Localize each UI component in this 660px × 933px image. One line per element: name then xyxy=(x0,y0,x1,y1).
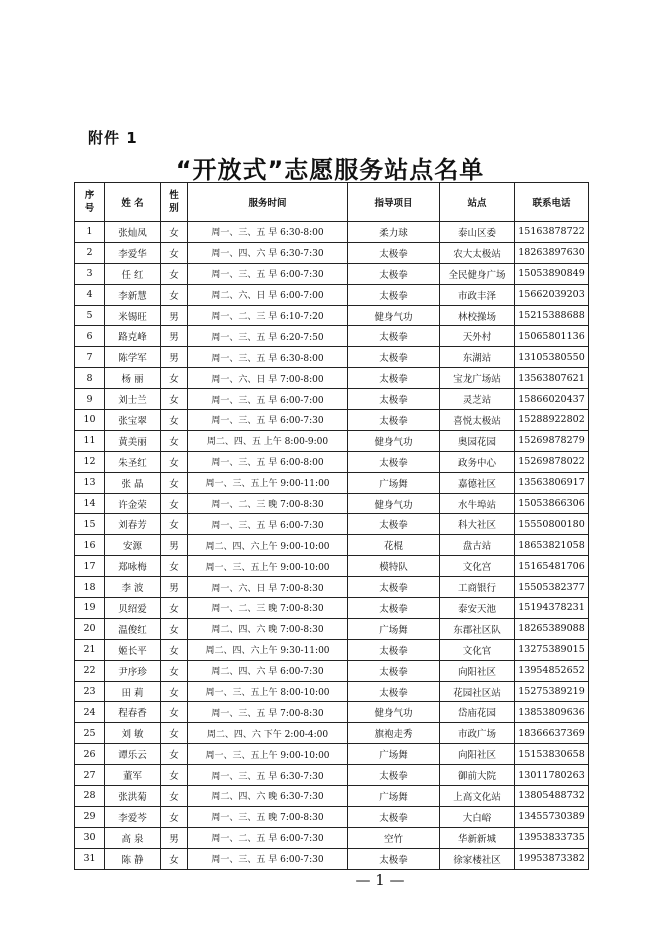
table-row xyxy=(75,723,589,744)
volunteer-name-cell: 陈 静 xyxy=(105,848,161,869)
header-phone: 联系电话 xyxy=(515,183,589,222)
table-row xyxy=(75,472,589,493)
phone-number-cell: 15269878279 xyxy=(515,430,589,451)
table-row xyxy=(75,242,589,263)
site-cell: 宝龙广场站 xyxy=(440,368,515,389)
site-cell: 政务中心 xyxy=(440,451,515,472)
header-time: 服务时间 xyxy=(188,183,348,222)
guidance-project-cell: 广场舞 xyxy=(348,786,440,807)
table-row xyxy=(75,827,589,848)
guidance-project-cell: 健身气功 xyxy=(348,305,440,326)
volunteer-name-cell: 安源 xyxy=(105,535,161,556)
volunteer-name-cell: 李爱华 xyxy=(105,242,161,263)
guidance-project-cell: 太极拳 xyxy=(348,451,440,472)
site-cell: 泰山区委 xyxy=(440,222,515,243)
page-number: — 1 — xyxy=(355,871,405,889)
guidance-project-cell: 太极拳 xyxy=(348,681,440,702)
phone-number-cell: 15053866306 xyxy=(515,493,589,514)
row-no-cell: 16 xyxy=(75,535,105,556)
site-cell: 上高文化站 xyxy=(440,786,515,807)
table-row xyxy=(75,326,589,347)
gender-cell: 女 xyxy=(161,556,188,577)
header-no: 序 号 xyxy=(75,183,105,222)
row-no-cell: 21 xyxy=(75,639,105,660)
phone-number-cell: 18366637369 xyxy=(515,723,589,744)
guidance-project-cell: 太极拳 xyxy=(348,598,440,619)
table-row xyxy=(75,368,589,389)
site-cell: 向阳社区 xyxy=(440,660,515,681)
guidance-project-cell: 太极拳 xyxy=(348,242,440,263)
phone-number-cell: 15662039203 xyxy=(515,284,589,305)
volunteer-name-cell: 路克峰 xyxy=(105,326,161,347)
phone-number-cell: 15269878022 xyxy=(515,451,589,472)
site-cell: 盘古站 xyxy=(440,535,515,556)
phone-number-cell: 13853809636 xyxy=(515,702,589,723)
header-name: 姓 名 xyxy=(105,183,161,222)
volunteer-name-cell: 黄美丽 xyxy=(105,430,161,451)
site-cell: 农大太极站 xyxy=(440,242,515,263)
table-body xyxy=(75,222,589,870)
volunteer-name-cell: 董军 xyxy=(105,765,161,786)
table-row xyxy=(75,514,589,535)
table-row xyxy=(75,410,589,431)
row-no-cell: 31 xyxy=(75,848,105,869)
gender-cell: 女 xyxy=(161,639,188,660)
gender-cell: 女 xyxy=(161,242,188,263)
site-cell: 嘉德社区 xyxy=(440,472,515,493)
service-time-cell: 周一、三、五 早 6:30-8:00 xyxy=(188,222,348,243)
gender-cell: 女 xyxy=(161,618,188,639)
guidance-project-cell: 太极拳 xyxy=(348,765,440,786)
site-cell: 东郡社区队 xyxy=(440,618,515,639)
table-row xyxy=(75,806,589,827)
volunteer-name-cell: 高 泉 xyxy=(105,827,161,848)
table-row xyxy=(75,222,589,243)
row-no-cell: 15 xyxy=(75,514,105,535)
row-no-cell: 8 xyxy=(75,368,105,389)
service-time-cell: 周一、六、日 早 7:00-8:00 xyxy=(188,368,348,389)
phone-number-cell: 15194378231 xyxy=(515,598,589,619)
guidance-project-cell: 太极拳 xyxy=(348,806,440,827)
guidance-project-cell: 太极拳 xyxy=(348,660,440,681)
table-row xyxy=(75,660,589,681)
guidance-project-cell: 空竹 xyxy=(348,827,440,848)
service-time-cell: 周二、四、六 晚 6:30-7:30 xyxy=(188,786,348,807)
row-no-cell: 29 xyxy=(75,806,105,827)
table-row xyxy=(75,556,589,577)
gender-cell: 男 xyxy=(161,347,188,368)
row-no-cell: 9 xyxy=(75,389,105,410)
volunteer-name-cell: 杨 丽 xyxy=(105,368,161,389)
phone-number-cell: 13563806917 xyxy=(515,472,589,493)
gender-cell: 女 xyxy=(161,430,188,451)
row-no-cell: 4 xyxy=(75,284,105,305)
volunteer-name-cell: 许金荣 xyxy=(105,493,161,514)
row-no-cell: 22 xyxy=(75,660,105,681)
site-cell: 喜悦太极站 xyxy=(440,410,515,431)
phone-number-cell: 18653821058 xyxy=(515,535,589,556)
table-row xyxy=(75,263,589,284)
service-time-cell: 周一、二、三 晚 7:00-8:30 xyxy=(188,598,348,619)
table-row xyxy=(75,451,589,472)
table-row xyxy=(75,765,589,786)
table-row xyxy=(75,618,589,639)
service-time-cell: 周一、二、三 早 6:10-7:20 xyxy=(188,305,348,326)
site-cell: 工商银行 xyxy=(440,577,515,598)
service-time-cell: 周一、三、五 早 6:30-7:30 xyxy=(188,765,348,786)
site-cell: 徐家楼社区 xyxy=(440,848,515,869)
guidance-project-cell: 柔力球 xyxy=(348,222,440,243)
service-time-cell: 周一、三、五 早 7:00-8:30 xyxy=(188,702,348,723)
phone-number-cell: 19953873382 xyxy=(515,848,589,869)
table-row xyxy=(75,848,589,869)
guidance-project-cell: 太极拳 xyxy=(348,284,440,305)
gender-cell: 女 xyxy=(161,389,188,410)
table-row xyxy=(75,305,589,326)
service-time-cell: 周二、四、六上午 9:30-11:00 xyxy=(188,639,348,660)
site-cell: 御前大院 xyxy=(440,765,515,786)
gender-cell: 女 xyxy=(161,514,188,535)
service-time-cell: 周一、三、五上午 9:00-10:00 xyxy=(188,744,348,765)
phone-number-cell: 13455730389 xyxy=(515,806,589,827)
service-time-cell: 周一、三、五上午 8:00-10:00 xyxy=(188,681,348,702)
gender-cell: 女 xyxy=(161,598,188,619)
guidance-project-cell: 广场舞 xyxy=(348,744,440,765)
gender-cell: 女 xyxy=(161,681,188,702)
service-time-cell: 周一、三、五 早 6:00-7:30 xyxy=(188,514,348,535)
site-cell: 奥园花园 xyxy=(440,430,515,451)
row-no-cell: 6 xyxy=(75,326,105,347)
volunteer-site-table xyxy=(74,182,589,870)
volunteer-name-cell: 张灿凤 xyxy=(105,222,161,243)
site-cell: 向阳社区 xyxy=(440,744,515,765)
phone-number-cell: 15550800180 xyxy=(515,514,589,535)
service-time-cell: 周一、三、五 早 6:00-7:30 xyxy=(188,848,348,869)
site-cell: 灵芝站 xyxy=(440,389,515,410)
service-time-cell: 周一、四、六 早 6:30-7:30 xyxy=(188,242,348,263)
row-no-cell: 24 xyxy=(75,702,105,723)
gender-cell: 女 xyxy=(161,786,188,807)
phone-number-cell: 15866020437 xyxy=(515,389,589,410)
table-row xyxy=(75,430,589,451)
phone-number-cell: 15215388688 xyxy=(515,305,589,326)
guidance-project-cell: 太极拳 xyxy=(348,514,440,535)
table-header-row xyxy=(75,183,589,222)
row-no-cell: 1 xyxy=(75,222,105,243)
volunteer-name-cell: 陈学军 xyxy=(105,347,161,368)
service-time-cell: 周二、四、六 晚 7:00-8:30 xyxy=(188,618,348,639)
phone-number-cell: 13011780263 xyxy=(515,765,589,786)
site-cell: 天外村 xyxy=(440,326,515,347)
guidance-project-cell: 健身气功 xyxy=(348,493,440,514)
gender-cell: 女 xyxy=(161,222,188,243)
site-cell: 岱庙花园 xyxy=(440,702,515,723)
phone-number-cell: 18265389088 xyxy=(515,618,589,639)
row-no-cell: 18 xyxy=(75,577,105,598)
site-cell: 林校操场 xyxy=(440,305,515,326)
row-no-cell: 20 xyxy=(75,618,105,639)
guidance-project-cell: 花棍 xyxy=(348,535,440,556)
site-cell: 华新新城 xyxy=(440,827,515,848)
phone-number-cell: 15153830658 xyxy=(515,744,589,765)
attachment-label: 附件 1 xyxy=(88,129,138,147)
row-no-cell: 13 xyxy=(75,472,105,493)
phone-number-cell: 13105380550 xyxy=(515,347,589,368)
guidance-project-cell: 太极拳 xyxy=(348,577,440,598)
gender-cell: 女 xyxy=(161,660,188,681)
gender-cell: 女 xyxy=(161,368,188,389)
phone-number-cell: 13563807621 xyxy=(515,368,589,389)
table-row xyxy=(75,347,589,368)
volunteer-name-cell: 田 莉 xyxy=(105,681,161,702)
table-row xyxy=(75,493,589,514)
gender-cell: 女 xyxy=(161,744,188,765)
row-no-cell: 23 xyxy=(75,681,105,702)
service-time-cell: 周二、四、六上午 9:00-10:00 xyxy=(188,535,348,556)
service-time-cell: 周一、六、日 早 7:00-8:30 xyxy=(188,577,348,598)
row-no-cell: 11 xyxy=(75,430,105,451)
gender-cell: 男 xyxy=(161,305,188,326)
volunteer-name-cell: 刘 敏 xyxy=(105,723,161,744)
site-cell: 大白峪 xyxy=(440,806,515,827)
volunteer-name-cell: 米锡旺 xyxy=(105,305,161,326)
row-no-cell: 7 xyxy=(75,347,105,368)
gender-cell: 男 xyxy=(161,577,188,598)
service-time-cell: 周二、四、六 早 6:00-7:30 xyxy=(188,660,348,681)
service-time-cell: 周一、三、五 早 6:00-7:30 xyxy=(188,410,348,431)
phone-number-cell: 15288922802 xyxy=(515,410,589,431)
row-no-cell: 17 xyxy=(75,556,105,577)
site-cell: 科大社区 xyxy=(440,514,515,535)
row-no-cell: 27 xyxy=(75,765,105,786)
volunteer-name-cell: 朱圣红 xyxy=(105,451,161,472)
gender-cell: 女 xyxy=(161,765,188,786)
volunteer-name-cell: 李 波 xyxy=(105,577,161,598)
table-row xyxy=(75,535,589,556)
phone-number-cell: 15505382377 xyxy=(515,577,589,598)
page-title: “开放式”志愿服务站点名单 xyxy=(175,156,485,184)
phone-number-cell: 13805488732 xyxy=(515,786,589,807)
service-time-cell: 周二、四、五 上午 8:00-9:00 xyxy=(188,430,348,451)
site-cell: 全民健身广场 xyxy=(440,263,515,284)
table-row xyxy=(75,284,589,305)
gender-cell: 女 xyxy=(161,284,188,305)
row-no-cell: 30 xyxy=(75,827,105,848)
table-row xyxy=(75,577,589,598)
guidance-project-cell: 太极拳 xyxy=(348,347,440,368)
guidance-project-cell: 健身气功 xyxy=(348,702,440,723)
gender-cell: 男 xyxy=(161,326,188,347)
service-time-cell: 周一、三、五 早 6:00-7:30 xyxy=(188,263,348,284)
table-row xyxy=(75,681,589,702)
volunteer-name-cell: 尹序珍 xyxy=(105,660,161,681)
volunteer-name-cell: 张宝翠 xyxy=(105,410,161,431)
guidance-project-cell: 太极拳 xyxy=(348,410,440,431)
guidance-project-cell: 旗袍走秀 xyxy=(348,723,440,744)
row-no-cell: 25 xyxy=(75,723,105,744)
row-no-cell: 10 xyxy=(75,410,105,431)
row-no-cell: 3 xyxy=(75,263,105,284)
service-time-cell: 周一、三、五上午 9:00-10:00 xyxy=(188,556,348,577)
header-gender: 性 别 xyxy=(161,183,188,222)
phone-number-cell: 15053890849 xyxy=(515,263,589,284)
row-no-cell: 19 xyxy=(75,598,105,619)
gender-cell: 女 xyxy=(161,451,188,472)
volunteer-name-cell: 刘士兰 xyxy=(105,389,161,410)
table-row xyxy=(75,639,589,660)
table-row xyxy=(75,744,589,765)
guidance-project-cell: 健身气功 xyxy=(348,430,440,451)
guidance-project-cell: 广场舞 xyxy=(348,618,440,639)
gender-cell: 女 xyxy=(161,723,188,744)
service-time-cell: 周一、三、五 早 6:00-7:00 xyxy=(188,389,348,410)
guidance-project-cell: 广场舞 xyxy=(348,472,440,493)
volunteer-name-cell: 李新慧 xyxy=(105,284,161,305)
volunteer-name-cell: 姬长平 xyxy=(105,639,161,660)
guidance-project-cell: 太极拳 xyxy=(348,263,440,284)
service-time-cell: 周一、三、五 早 6:20-7:50 xyxy=(188,326,348,347)
gender-cell: 女 xyxy=(161,493,188,514)
service-time-cell: 周一、二、五 早 6:00-7:30 xyxy=(188,827,348,848)
site-cell: 市政广场 xyxy=(440,723,515,744)
service-time-cell: 周一、三、五 晚 7:00-8:30 xyxy=(188,806,348,827)
gender-cell: 女 xyxy=(161,702,188,723)
volunteer-name-cell: 温俊红 xyxy=(105,618,161,639)
header-site: 站点 xyxy=(440,183,515,222)
guidance-project-cell: 太极拳 xyxy=(348,326,440,347)
table-row xyxy=(75,786,589,807)
row-no-cell: 14 xyxy=(75,493,105,514)
volunteer-name-cell: 贝绍爱 xyxy=(105,598,161,619)
volunteer-name-cell: 谭乐云 xyxy=(105,744,161,765)
site-cell: 东湖站 xyxy=(440,347,515,368)
service-time-cell: 周一、三、五 早 6:00-8:00 xyxy=(188,451,348,472)
guidance-project-cell: 太极拳 xyxy=(348,639,440,660)
volunteer-name-cell: 任 红 xyxy=(105,263,161,284)
phone-number-cell: 15163878722 xyxy=(515,222,589,243)
site-cell: 泰安天池 xyxy=(440,598,515,619)
phone-number-cell: 13953833735 xyxy=(515,827,589,848)
row-no-cell: 12 xyxy=(75,451,105,472)
service-time-cell: 周二、四、六 下午 2:00-4:00 xyxy=(188,723,348,744)
volunteer-name-cell: 郑咏梅 xyxy=(105,556,161,577)
site-cell: 花园社区站 xyxy=(440,681,515,702)
gender-cell: 男 xyxy=(161,535,188,556)
gender-cell: 女 xyxy=(161,410,188,431)
volunteer-name-cell: 张 晶 xyxy=(105,472,161,493)
volunteer-name-cell: 李爱芩 xyxy=(105,806,161,827)
service-time-cell: 周一、三、五 早 6:30-8:00 xyxy=(188,347,348,368)
phone-number-cell: 13954852652 xyxy=(515,660,589,681)
gender-cell: 女 xyxy=(161,848,188,869)
site-cell: 市政丰泽 xyxy=(440,284,515,305)
gender-cell: 女 xyxy=(161,472,188,493)
row-no-cell: 2 xyxy=(75,242,105,263)
row-no-cell: 26 xyxy=(75,744,105,765)
guidance-project-cell: 模特队 xyxy=(348,556,440,577)
site-cell: 文化官 xyxy=(440,639,515,660)
volunteer-name-cell: 张洪菊 xyxy=(105,786,161,807)
volunteer-name-cell: 刘春芳 xyxy=(105,514,161,535)
guidance-project-cell: 太极拳 xyxy=(348,389,440,410)
phone-number-cell: 15165481706 xyxy=(515,556,589,577)
phone-number-cell: 15065801136 xyxy=(515,326,589,347)
table-row xyxy=(75,598,589,619)
service-time-cell: 周一、二、三 晚 7:00-8:30 xyxy=(188,493,348,514)
service-time-cell: 周一、三、五上午 9:00-11:00 xyxy=(188,472,348,493)
site-cell: 文化宫 xyxy=(440,556,515,577)
volunteer-name-cell: 程春香 xyxy=(105,702,161,723)
header-project: 指导项目 xyxy=(348,183,440,222)
row-no-cell: 28 xyxy=(75,786,105,807)
phone-number-cell: 13275389015 xyxy=(515,639,589,660)
service-time-cell: 周二、六、日 早 6:00-7:00 xyxy=(188,284,348,305)
gender-cell: 女 xyxy=(161,263,188,284)
table-row xyxy=(75,389,589,410)
phone-number-cell: 15275389219 xyxy=(515,681,589,702)
gender-cell: 女 xyxy=(161,806,188,827)
gender-cell: 男 xyxy=(161,827,188,848)
guidance-project-cell: 太极拳 xyxy=(348,848,440,869)
guidance-project-cell: 太极拳 xyxy=(348,368,440,389)
table-row xyxy=(75,702,589,723)
row-no-cell: 5 xyxy=(75,305,105,326)
phone-number-cell: 18263897630 xyxy=(515,242,589,263)
site-cell: 水牛埠站 xyxy=(440,493,515,514)
